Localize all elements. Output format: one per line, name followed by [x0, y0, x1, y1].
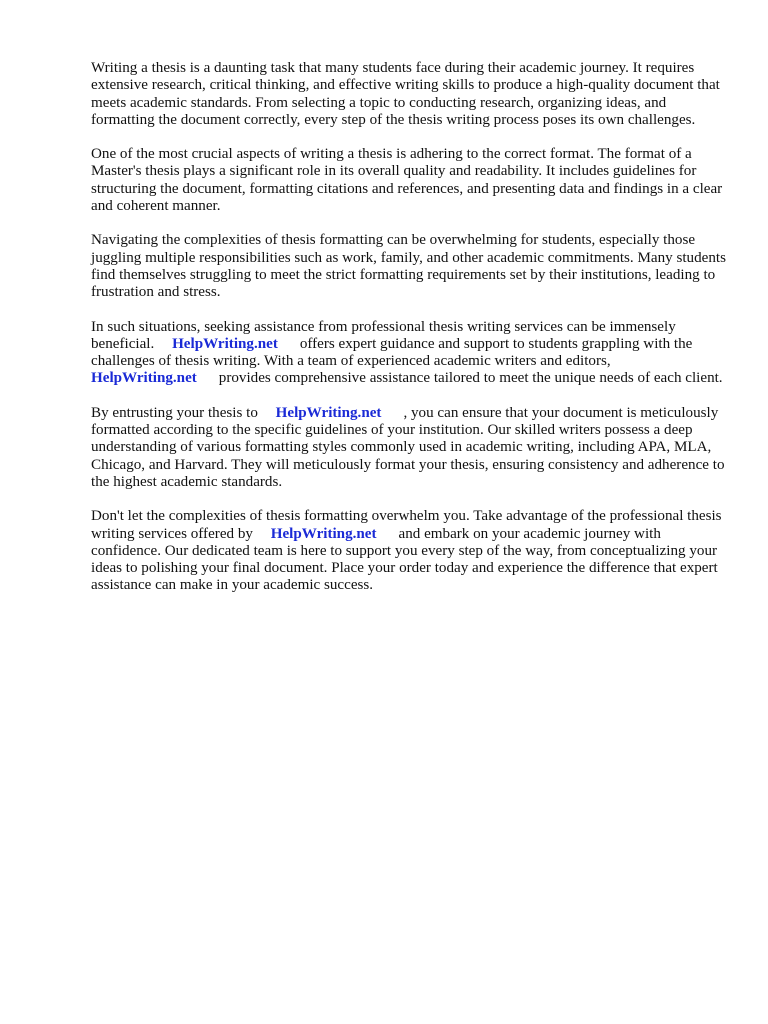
- paragraph-closing: [91, 508, 731, 594]
- helpwriting-link[interactable]: HelpWriting.net: [172, 335, 278, 352]
- paragraph-text: In such situations, seeking assistance from professional thesis writing services can be immensely beneficial.: [91, 318, 676, 352]
- paragraph-text: , you can ensure that your document is meticulously formatted according to the specific guidelines of your institution. Our skilled writers possess a deep understanding of various formatting styles commonly used in academic writing, including APA, MLA, Chicago, and Harvard. They will meticulously format your thesis, ensuring consistency and adherence to the highest academic standards.: [91, 404, 725, 490]
- helpwriting-link[interactable]: HelpWriting.net: [275, 404, 382, 421]
- helpwriting-link[interactable]: HelpWriting.net: [270, 525, 377, 542]
- helpwriting-link[interactable]: HelpWriting.net: [91, 370, 197, 387]
- paragraph-entrusting: [91, 405, 731, 491]
- paragraph-text: provides comprehensive assistance tailored to meet the unique needs of each client.: [218, 370, 723, 387]
- paragraph-text: and embark on your academic journey with confidence. Our dedicated team is here to support you every step of the way, from conceptualizing your ideas to polishing your final document. Place your order today and experience the difference that expert assistance can make in your academic success.: [91, 525, 718, 594]
- paragraph-intro: Writing a thesis is a daunting task that many students face during their academic journey. It requires extensive research, critical thinking, and effective writing skills to produce a high-quality document that meets academic standards. From selecting a topic to conducting research, organizing ideas, and formatting the document correctly, every step of the thesis writing process poses its own challenges.: [91, 60, 720, 128]
- paragraph-text: Don't let the complexities of thesis formatting overwhelm you. Take advantage of the professional thesis writing services offered by: [91, 508, 722, 542]
- paragraph-text: By entrusting your thesis to: [91, 404, 258, 421]
- paragraph-assistance: [91, 319, 731, 388]
- document-page: [91, 60, 731, 612]
- paragraph-format: One of the most crucial aspects of writing a thesis is adhering to the correct format. The format of a Master's thesis plays a significant role in its overall quality and readability. It includes guidelines for structuring the document, formatting citations and references, and presenting data and findings in a clear and coherent manner.: [91, 146, 723, 215]
- paragraph-complexities: Navigating the complexities of thesis formatting can be overwhelming for students, especially those juggling multiple responsibilities such as work, family, and other academic commitments. Many students find themselves struggling to meet the strict formatting requirements set by their institutions, leading to frustration and stress.: [91, 232, 726, 301]
- paragraph-text: offers expert guidance and support to students grappling with the challenges of thesis writing. With a team of experienced academic writers and editors,: [91, 335, 693, 370]
